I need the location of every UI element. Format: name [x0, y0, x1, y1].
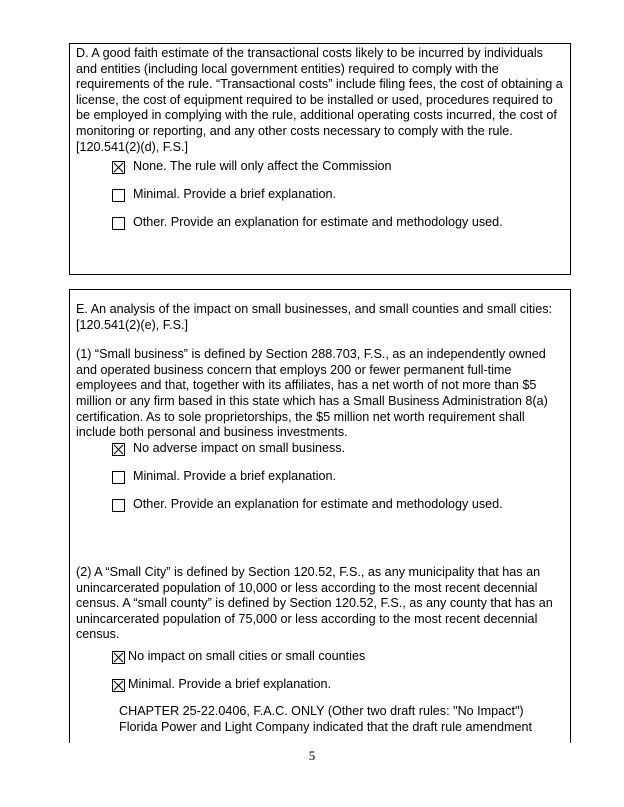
option-label: No impact on small cities or small counties [128, 649, 366, 664]
option-no-impact-cities-counties[interactable] [112, 649, 365, 665]
chapter-note: CHAPTER 25-22.0406, F.A.C. ONLY (Other two draft rules: "No Impact") Florida Power and Light Company indicated that the draft rule amendment [119, 704, 533, 734]
small-city-county-definition: (2) A “Small City” is defined by Section 120.52, F.S., as any municipality that has an unincarcerated population of 10,000 or less according to the most recent decennial census. A “small county” is defined by Section 120.52, F.S., as any county that has an unincarcerated population of 75,000 or less according to the most recent decennial census. [76, 565, 553, 642]
section-e-heading: E. An analysis of the impact on small businesses, and small counties and small cities: [120.541(2)(e), F.S.] [76, 302, 552, 332]
option-other[interactable] [112, 215, 503, 231]
section-d-box [69, 43, 571, 275]
option-other[interactable] [112, 497, 503, 513]
option-minimal[interactable] [112, 677, 331, 693]
option-label: Minimal. Provide a brief explanation. [133, 187, 337, 202]
checkbox-icon[interactable] [112, 217, 125, 230]
checkbox-icon[interactable] [112, 471, 125, 484]
page-number: 5 [308, 748, 316, 763]
option-label: Other. Provide an explanation for estimate and methodology used. [133, 215, 503, 230]
checkbox-icon[interactable] [112, 499, 125, 512]
option-minimal[interactable] [112, 187, 336, 203]
option-label: Other. Provide an explanation for estimate and methodology used. [133, 497, 503, 512]
checkbox-checked-icon[interactable] [112, 161, 125, 174]
option-label: No adverse impact on small business. [133, 441, 346, 456]
option-label: None. The rule will only affect the Commission [133, 159, 392, 174]
checkbox-checked-icon[interactable] [112, 679, 125, 692]
section-d-text: D. A good faith estimate of the transactional costs likely to be incurred by individuals and entities (including local government entities) required to comply with the requirements of the rule. “Transactional costs” include filing fees, the cost of obtaining a license, the cost of equipment required to be installed or used, procedures required to be employed in complying with the rule, additional operating costs incurred, the cost of monitoring or reporting, and any other costs necessary to comply with the rule. [120.541(2)(d), F.S.] [76, 46, 563, 154]
section-e-box [69, 289, 571, 743]
checkbox-checked-icon[interactable] [112, 651, 125, 664]
option-minimal[interactable] [112, 469, 336, 485]
small-business-definition: (1) “Small business” is defined by Section 288.703, F.S., as an independently owned and operated business concern that employs 200 or fewer permanent full-time employees and that, together with its affiliates, has a net worth of not more than $5 million or any firm based in this state which has a Small Business Administration 8(a) certification. As to sole proprietorships, the $5 million net worth requirement shall include both personal and business investments. [76, 347, 548, 440]
option-label: Minimal. Provide a brief explanation. [133, 469, 337, 484]
checkbox-icon[interactable] [112, 189, 125, 202]
checkbox-checked-icon[interactable] [112, 443, 125, 456]
option-label: Minimal. Provide a brief explanation. [128, 677, 332, 692]
option-none[interactable] [112, 159, 392, 175]
option-no-adverse-impact[interactable] [112, 441, 345, 457]
